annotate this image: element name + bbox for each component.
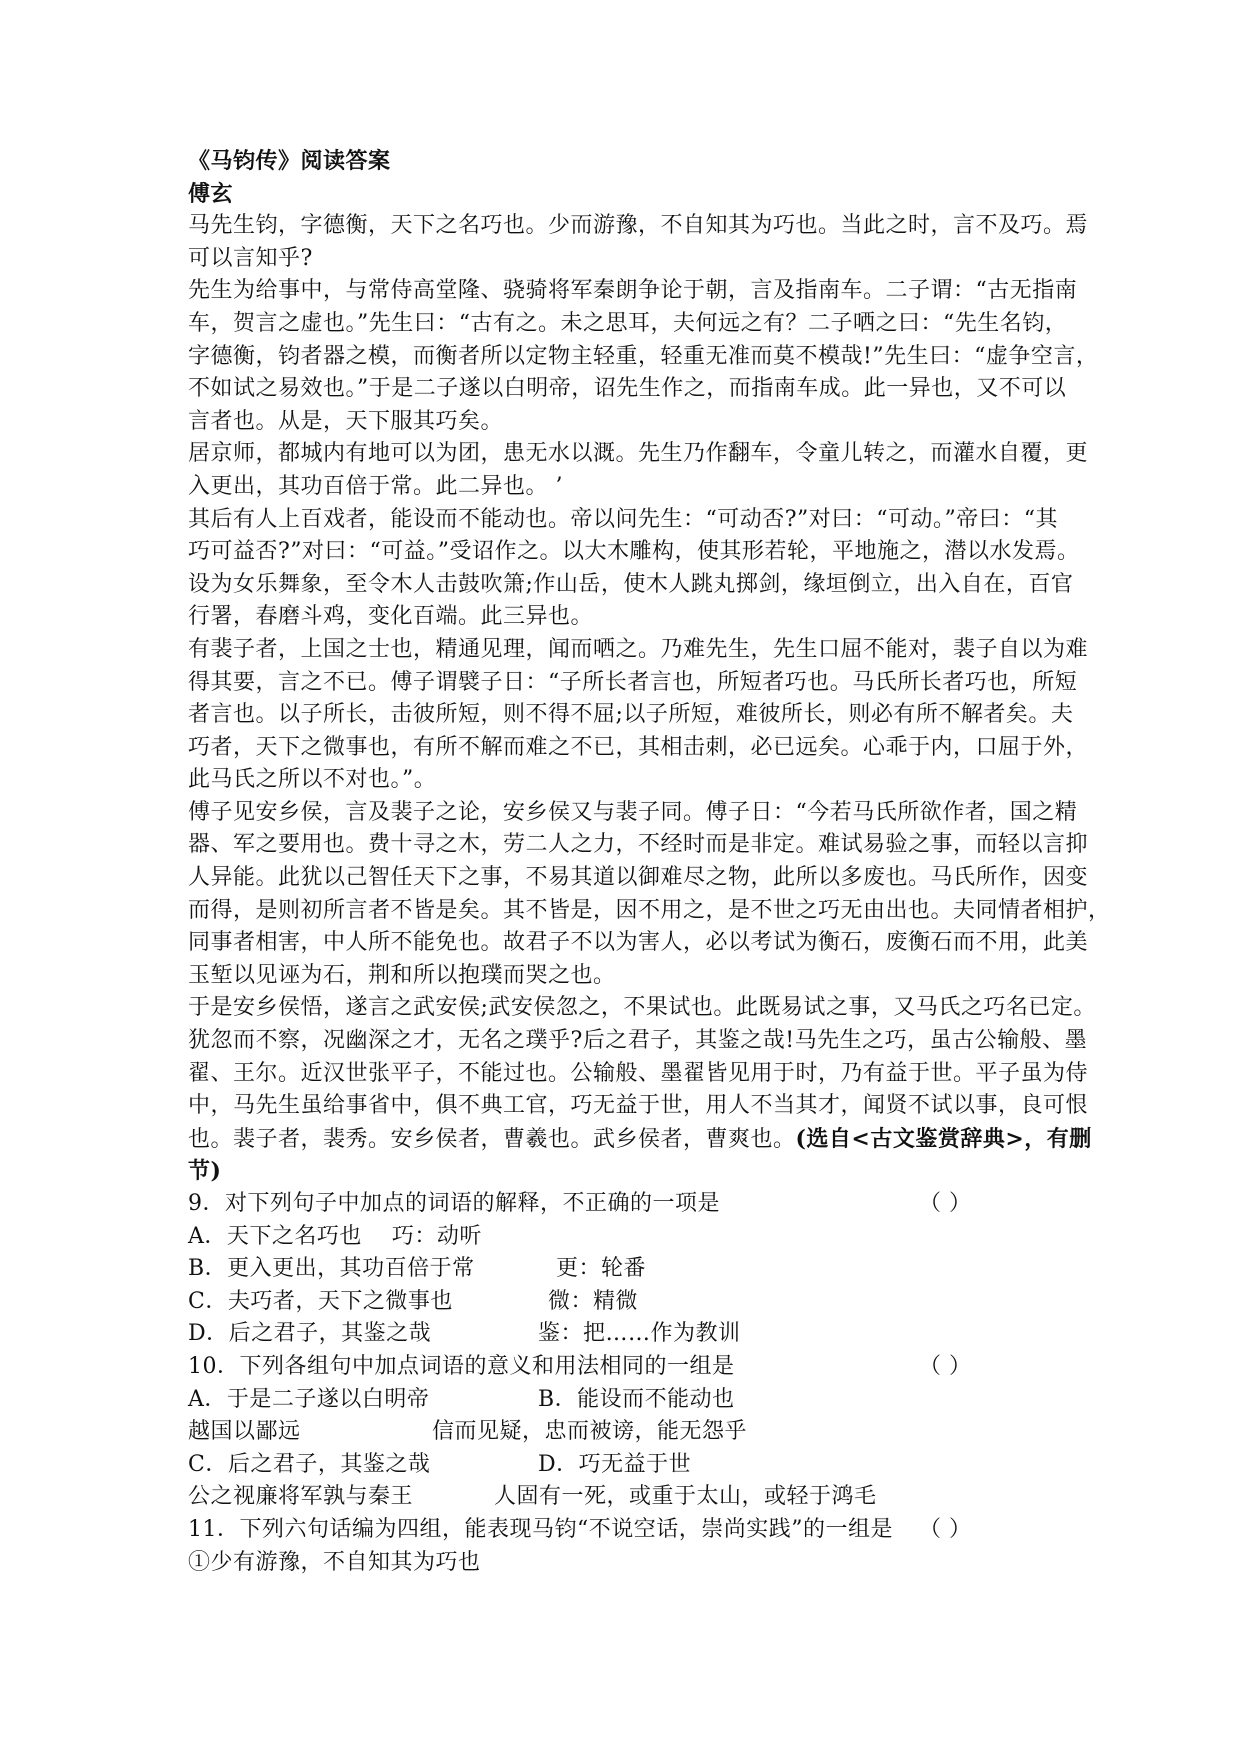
option-a-pair: 越国以鄙远 (188, 1419, 301, 1445)
passage-line: 犹忽而不察，况幽深之才，无名之璞乎?后之君子，其鉴之哉!马先生之巧，虽古公输般、墨 (188, 1028, 1088, 1054)
passage-line: 入更出，其功百倍于常。此二异也。 ’ (188, 473, 563, 499)
passage-line: 翟、王尔。近汉世张平子，不能过也。公输般、墨翟皆见用于时，乃有益于世。平子虽为侍 (188, 1060, 1089, 1086)
answer-blank: （ ） (919, 1516, 972, 1542)
option-row (188, 1286, 1060, 1319)
passage-line: 玉堑以见诬为石，荆和所以抱璞而哭之也。 (188, 962, 616, 988)
question-9 (188, 1188, 1060, 1351)
option-c: C．后之君子，其鉴之哉 (188, 1451, 431, 1477)
answer-blank: （ ） (919, 1353, 972, 1379)
passage-text: 也。裴子者，裴秀。安乡侯者，曹羲也。武乡侯者，曹爽也。 (188, 1126, 796, 1152)
option-d: D．巧无益于世 (538, 1451, 692, 1477)
option-sentence: A．天下之名巧也 (188, 1223, 362, 1249)
passage-line: 不如试之易效也。”于是二子遂以白明帝，诏先生作之，而指南车成。此一异也，又不可以 (188, 376, 1067, 402)
question-text: 9．对下列句子中加点的词语的解释，不正确的一项是 (188, 1191, 720, 1216)
option-b-pair: 信而见疑，忠而被谤，能无怨乎 (432, 1419, 748, 1445)
passage-line: 巧者，天下之微事也，有所不解而难之不已，其相击刺，必已远矣。心乖于内，口屈于外， (188, 734, 1089, 760)
option-row (188, 1481, 1060, 1514)
passage-line: 傅子见安乡侯，言及裴子之论，安乡侯又与裴子同。傅子日：“今若马氏所欲作者，国之精 (188, 799, 1078, 825)
option-a: A．于是二子遂以白明帝 (188, 1386, 430, 1412)
option-c-pair: 公之视廉将军孰与秦王 (188, 1484, 414, 1510)
option-row (188, 1449, 1060, 1482)
passage-line: 器、军之要用也。费十寻之木，劳二人之力，不经时而是非定。难试易验之事，而轻以言抑 (188, 832, 1089, 858)
passage-line: 行署，春磨斗鸡，变化百端。此三异也。 (188, 604, 594, 630)
option-gloss: 巧：动听 (391, 1223, 482, 1249)
answer-blank: （ ） (919, 1191, 972, 1216)
document-page (188, 145, 1111, 1579)
question-text: 10．下列各组句中加点词语的意义和用法相同的一组是 (188, 1353, 735, 1379)
passage-line: 中，马先生虽给事省中，俱不典工官，巧无益于世，用人不当其才，闻贤不试以事，良可恨 (188, 1093, 1089, 1119)
option-sentence: B．更入更出，其功百倍于常 (188, 1256, 475, 1282)
passage-line: 先生为给事中，与常侍高堂隆、骁骑将军秦朗争论于朝，言及指南车。二子谓：“古无指南 (188, 278, 1078, 304)
list-item: ①少有游豫，不自知其为巧也 (188, 1549, 481, 1575)
passage-line: 设为女乐舞象，至令木人击鼓吹箫;作山岳，使木人跳丸掷剑，缘垣倒立，出入自在，百官 (188, 571, 1074, 597)
question-stem (188, 1514, 1060, 1547)
passage-line: 此马氏之所以不对也。”。 (188, 767, 437, 793)
passage-line: 于是安乡侯悟，遂言之武安侯;武安侯忽之，不果试也。此既易试之事，又马氏之巧名已定。 (188, 995, 1096, 1021)
passage-line: 马先生钧，字德衡，天下之名巧也。少而游豫，不自知其为巧也。当此之时，言不及巧。焉 (188, 213, 1089, 239)
source-note-continued: 节) (188, 1158, 222, 1185)
option-gloss: 鉴：把……作为教训 (538, 1321, 741, 1347)
passage-line: 可以言知乎? (188, 245, 313, 271)
doc-author: 傅玄 (188, 180, 234, 207)
question-text: 11．下列六句话编为四组，能表现马钧“不说空话，崇尚实践”的一组是 (188, 1516, 893, 1542)
passage-line: 言者也。从是，天下服其巧矣。 (188, 408, 504, 434)
question-10 (188, 1351, 1060, 1514)
passage-line: 同事者相害，中人所不能免也。故君子不以为害人，必以考试为衡石，废衡石而不用，此美 (188, 930, 1089, 956)
option-row (188, 1384, 1060, 1417)
option-sentence: C．夫巧者，天下之微事也 (188, 1288, 453, 1314)
passage-line: 巧可益否?”对曰：“可益。”受诏作之。以大木雕构，使其形若轮，平地施之，潜以水发焉。 (188, 539, 1080, 565)
option-row (188, 1253, 1060, 1286)
passage-line: 者言也。以子所长，击彼所短，则不得不屈;以子所短，难彼所长，则必有所不解者矣。夫 (188, 702, 1074, 728)
option-row (188, 1416, 1060, 1449)
option-b: B．能设而不能动也 (538, 1386, 735, 1412)
option-row (188, 1221, 1060, 1254)
passage-line: 而得，是则初所言者不皆是矣。其不皆是，因不用之，是不世之巧无由出也。夫同情者相护， (188, 897, 1111, 923)
option-d-pair: 人固有一死，或重于太山，或轻于鸿毛 (494, 1484, 877, 1510)
option-gloss: 微：精微 (548, 1288, 639, 1314)
passage-line: 车，贺言之虚也。”先生曰：“古有之。未之思耳，夫何远之有？二子哂之曰：“先生名钧， (188, 310, 1068, 336)
passage-line: 其后有人上百戏者，能设而不能动也。帝以问先生：“可动否?”对曰：“可动。”帝曰：“其 (188, 506, 1059, 532)
passage-line: 居京师，都城内有地可以为团，患无水以溉。先生乃作翻车，令童儿转之，而灌水自覆，更 (188, 441, 1089, 467)
passage-line: 得其要，言之不已。傅子谓襞子日：“子所长者言也，所短者巧也。马氏所长者巧也，所短 (188, 669, 1078, 695)
option-sentence: D．后之君子，其鉴之哉 (188, 1321, 432, 1347)
passage-line: 字德衡，钧者器之模，而衡者所以定物主轻重，轻重无准而莫不模哉!”先生曰：“虚争空言， (188, 343, 1099, 369)
passage-line: 有裴子者，上国之士也，精通见理，闻而哂之。乃难先生，先生口屈不能对，裴子自以为难 (188, 636, 1089, 662)
passage (188, 210, 1111, 1188)
question-stem (188, 1351, 1060, 1384)
option-row (188, 1318, 1060, 1351)
passage-line: 人异能。此犹以己智任天下之事，不易其道以御难尽之物，此所以多废也。马氏所作，因变 (188, 865, 1089, 891)
source-note: (选自<古文鉴赏辞典>，有删 (795, 1125, 1092, 1152)
passage-last-line (188, 1123, 1092, 1156)
question-11 (188, 1514, 1060, 1579)
doc-title: 《马钧传》阅读答案 (188, 148, 391, 174)
option-gloss: 更：轮番 (556, 1256, 647, 1282)
question-stem (188, 1188, 1060, 1221)
